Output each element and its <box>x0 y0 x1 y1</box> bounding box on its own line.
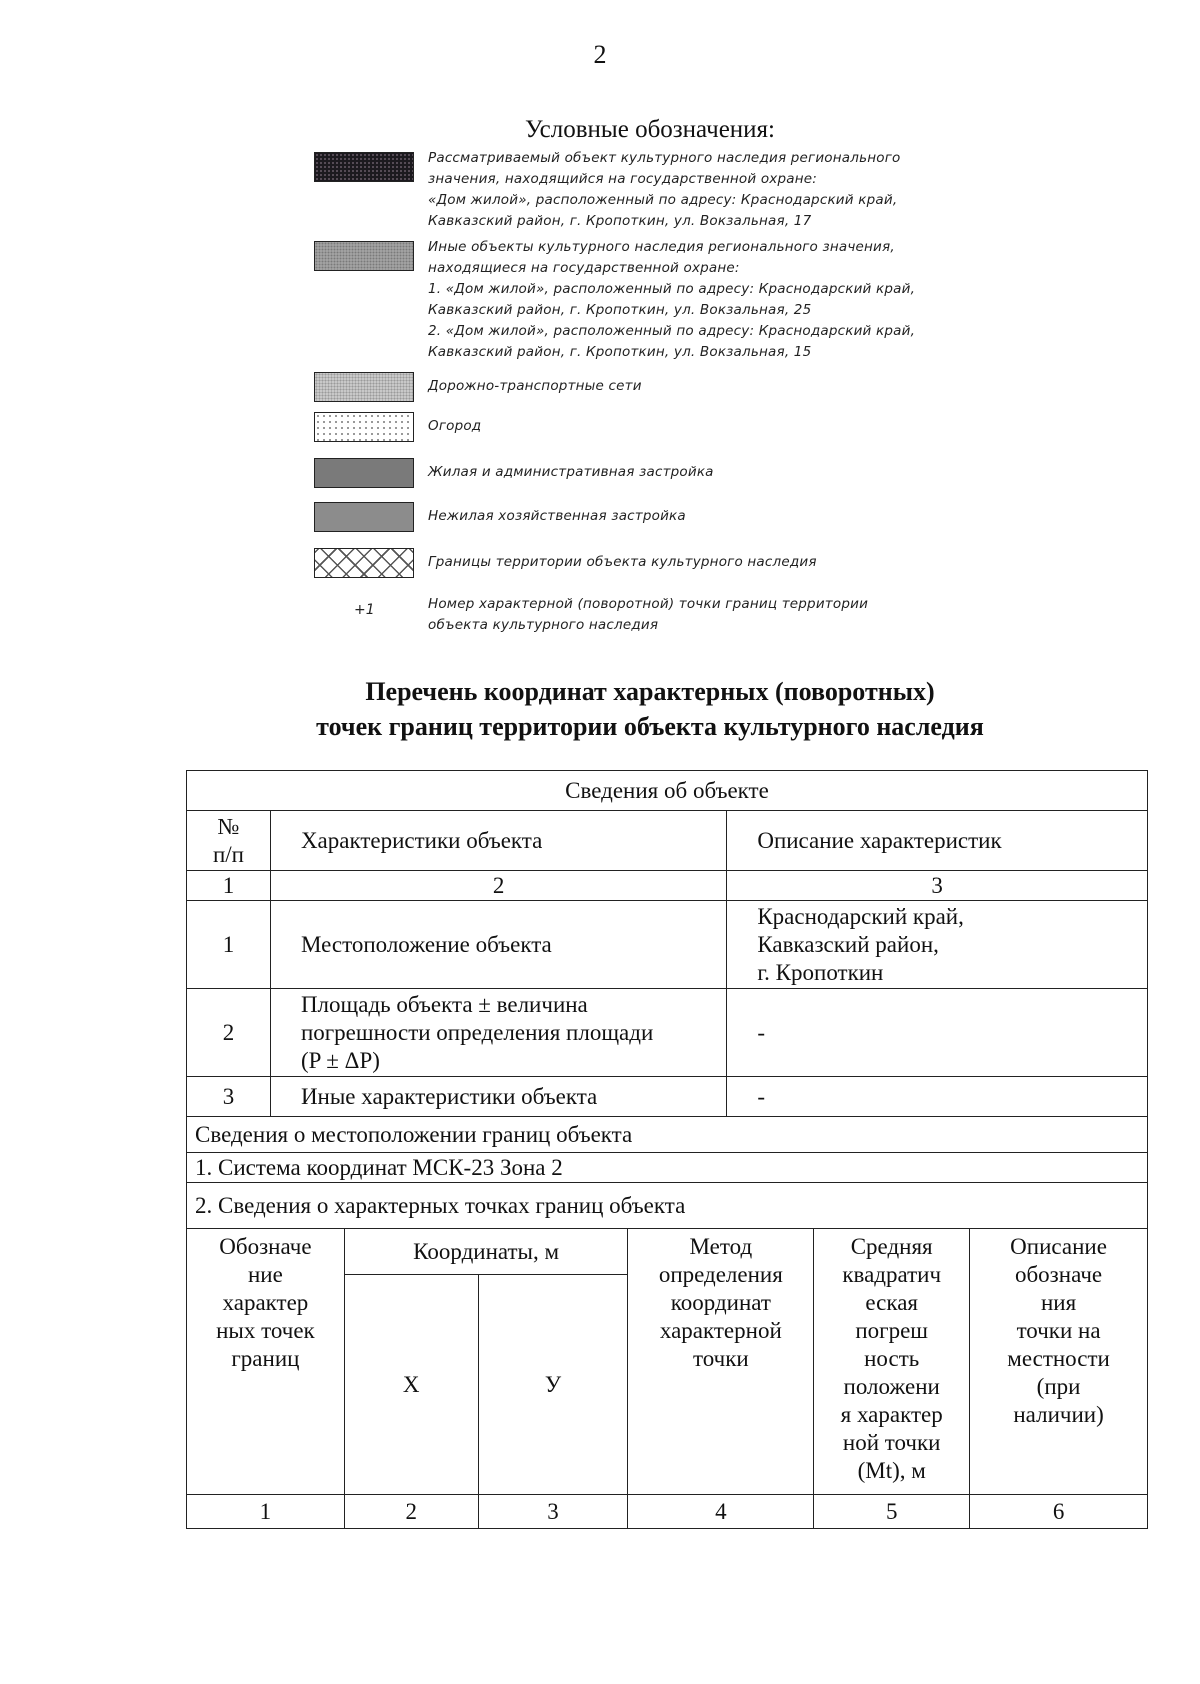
index-cell: 2 <box>344 1495 478 1529</box>
table-index-row <box>187 871 1148 901</box>
table-row <box>187 901 1148 989</box>
legend-title: Условные обозначения: <box>524 116 776 143</box>
index-cell: 1 <box>187 1495 345 1529</box>
col-mean-error: Средняя квадратич еская погреш ность положени я характер ной точки (Mt), м <box>814 1229 970 1495</box>
swatch-road <box>314 372 414 402</box>
index-cell: 5 <box>814 1495 970 1529</box>
col-header-description: Описание характеристик <box>727 811 1148 871</box>
col-designation: Обозначе ние характер ных точек границ <box>187 1229 345 1495</box>
points-info: 2. Сведения о характерных точках границ объекта <box>187 1183 1148 1229</box>
row-description: Краснодарский край, Кавказский район, г. Кропоткин <box>727 901 1148 989</box>
swatch-dark-hatched <box>314 152 414 182</box>
swatch-garden <box>314 412 414 442</box>
row-characteristic: Местоположение объекта <box>270 901 726 989</box>
legend-text: Дорожно-транспортные сети <box>428 378 642 394</box>
section-location-info: Сведения о местоположении границ объекта <box>187 1117 1148 1153</box>
index-cell: 3 <box>478 1495 628 1529</box>
section-object-info: Сведения об объекте <box>187 771 1148 811</box>
legend-text: Огород <box>428 418 482 434</box>
index-cell: 1 <box>187 871 271 901</box>
col-header-number: № п/п <box>187 811 271 871</box>
swatch-non-residential <box>314 502 414 532</box>
legend-text: Иные объекты культурного наследия регионального значения, находящиеся на государственной охране: 1. «Дом жилой», расположенный по адресу: Краснодарский край, Кавказский район, г. Кропоткин, ул. Вокзальная, 25 2. «Дом жилой», расположенный по адресу: Краснодарский край, Кавказский район, г. Кропоткин, ул. Вокзальная, 15 <box>428 239 916 360</box>
swatch-border-crosshatch <box>314 548 414 578</box>
table-row <box>187 989 1148 1077</box>
points-index-row <box>187 1495 1148 1529</box>
col-x: X <box>344 1275 478 1495</box>
row-description: - <box>727 1077 1148 1117</box>
page-number: 2 <box>593 40 607 69</box>
col-method: Метод определения координат характерной точки <box>628 1229 814 1495</box>
col-y: У <box>478 1275 628 1495</box>
row-characteristic: Площадь объекта ± величина погрешности определения площади (P ± ΔP) <box>270 989 726 1077</box>
row-number: 1 <box>187 901 271 989</box>
col-coordinates: Координаты, м <box>344 1229 628 1275</box>
table-header-row <box>187 811 1148 871</box>
row-description: - <box>727 989 1148 1077</box>
index-cell: 6 <box>970 1495 1148 1529</box>
swatch-gray-hatched <box>314 241 414 271</box>
index-cell: 2 <box>270 871 726 901</box>
table-row <box>187 1077 1148 1117</box>
swatch-residential <box>314 458 414 488</box>
legend-text: Рассматриваемый объект культурного наследия регионального значения, находящийся на государственной охране: «Дом жилой», расположенный по адресу: Краснодарский край, Кавказский район, г. Кропоткин, ул. Вокзальная, 17 <box>428 150 901 229</box>
row-number: 2 <box>187 989 271 1077</box>
col-header-characteristics: Характеристики объекта <box>270 811 726 871</box>
points-header-row <box>187 1229 1148 1275</box>
coordinate-system: 1. Система координат МСК-23 Зона 2 <box>187 1153 1148 1183</box>
legend-text: Жилая и административная застройка <box>428 464 714 480</box>
index-cell: 4 <box>628 1495 814 1529</box>
row-characteristic: Иные характеристики объекта <box>270 1077 726 1117</box>
col-point-description: Описание обозначе ния точки на местности (при наличии) <box>970 1229 1148 1495</box>
point-number-symbol: +1 <box>354 602 375 618</box>
row-number: 3 <box>187 1077 271 1117</box>
section-heading: Перечень координат характерных (поворотных) точек границ территории объекта культурного наследия <box>316 677 984 741</box>
legend-text: Номер характерной (поворотной) точки границ территории объекта культурного наследия <box>428 596 869 633</box>
legend-text: Нежилая хозяйственная застройка <box>428 508 686 524</box>
coordinates-table <box>186 770 1148 1529</box>
index-cell: 3 <box>727 871 1148 901</box>
legend-text: Границы территории объекта культурного наследия <box>428 554 817 570</box>
